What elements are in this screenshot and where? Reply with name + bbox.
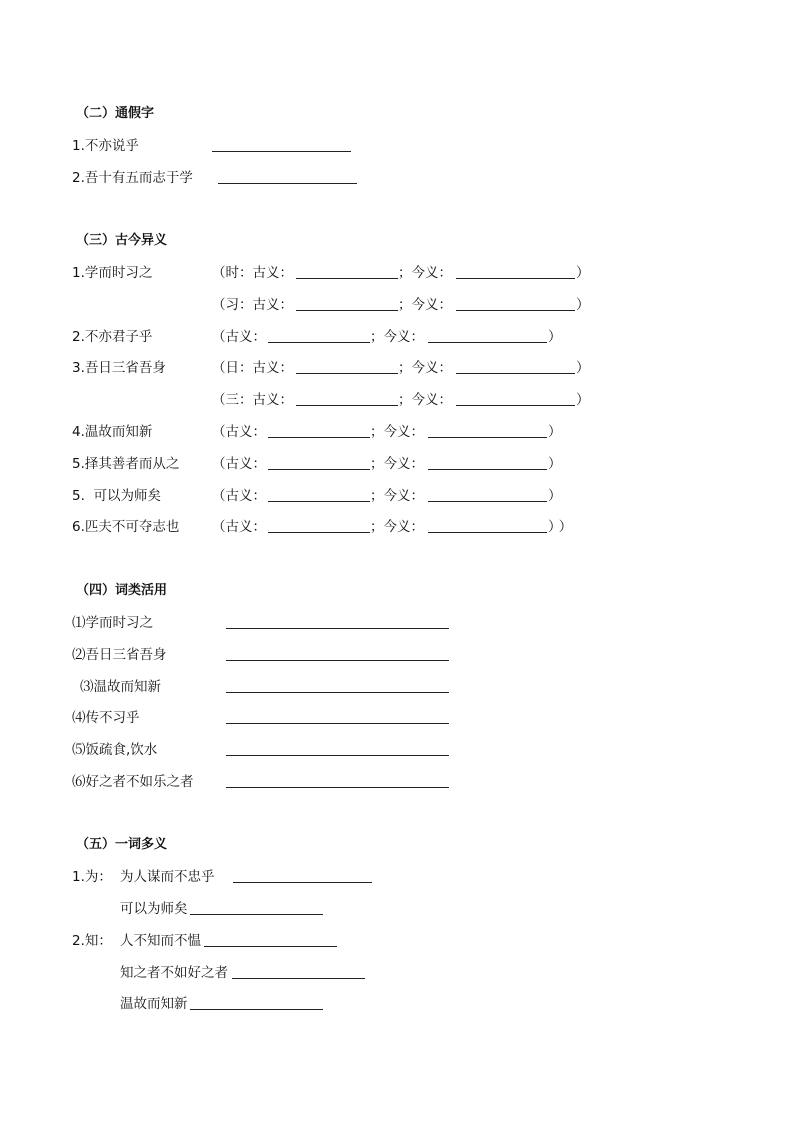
- modern-label: ；今义：: [398, 265, 452, 281]
- wei-label: 1.为：: [72, 869, 112, 885]
- cilei-item-3: ⑶温故而知新: [80, 679, 161, 695]
- gloss-label: （古义：: [212, 424, 266, 440]
- ancient-meaning-blank[interactable]: [268, 532, 370, 533]
- answer-blank[interactable]: [226, 755, 449, 756]
- close-paren: ）: [548, 456, 562, 472]
- close-paren: ）: [548, 424, 562, 440]
- answer-blank[interactable]: [226, 692, 449, 693]
- answer-blank[interactable]: [226, 628, 449, 629]
- modern-meaning-blank[interactable]: [456, 405, 575, 406]
- answer-blank[interactable]: [190, 1009, 323, 1010]
- gloss-label-shi: （时：古义：: [212, 265, 293, 281]
- wei-item-2: 可以为师矣: [120, 901, 188, 917]
- cilei-item-4: ⑷传不习乎: [72, 710, 140, 726]
- modern-meaning-blank[interactable]: [428, 437, 547, 438]
- section-title-yici: （五）一词多义: [76, 837, 168, 852]
- modern-meaning-blank[interactable]: [428, 342, 547, 343]
- modern-meaning-blank[interactable]: [456, 310, 575, 311]
- ancient-meaning-blank[interactable]: [268, 469, 370, 470]
- answer-blank[interactable]: [232, 978, 365, 979]
- gujin-item-6: 5. 可以为师矣: [72, 488, 161, 504]
- answer-blank[interactable]: [212, 151, 351, 152]
- close-paren: ））: [548, 519, 577, 535]
- gloss-label-san: （三：古义：: [212, 392, 293, 408]
- section-title-gujin: （三）古今异义: [76, 233, 168, 248]
- ancient-meaning-blank[interactable]: [296, 310, 398, 311]
- modern-label: ；今义：: [370, 329, 424, 345]
- gloss-label: （古义：: [212, 329, 266, 345]
- modern-meaning-blank[interactable]: [456, 373, 575, 374]
- modern-meaning-blank[interactable]: [428, 501, 547, 502]
- modern-meaning-blank[interactable]: [428, 532, 547, 533]
- modern-label: ；今义：: [370, 519, 424, 535]
- answer-blank[interactable]: [218, 183, 357, 184]
- section-title-tongjia: （二）通假字: [76, 106, 155, 121]
- ancient-meaning-blank[interactable]: [296, 405, 398, 406]
- ancient-meaning-blank[interactable]: [268, 501, 370, 502]
- answer-blank[interactable]: [204, 946, 337, 947]
- gloss-label: （古义：: [212, 456, 266, 472]
- gujin-item-4: 4.温故而知新: [72, 424, 153, 440]
- modern-meaning-blank[interactable]: [428, 469, 547, 470]
- wei-item-1: 为人谋而不忠乎: [120, 869, 215, 885]
- gloss-label-xi: （习：古义：: [212, 297, 293, 313]
- ancient-meaning-blank[interactable]: [268, 342, 370, 343]
- gujin-item-7: 6.匹夫不可夺志也: [72, 519, 180, 535]
- close-paren: ）: [576, 265, 590, 281]
- answer-blank[interactable]: [233, 882, 372, 883]
- modern-label: ；今义：: [370, 488, 424, 504]
- close-paren: ）: [548, 329, 562, 345]
- answer-blank[interactable]: [226, 723, 449, 724]
- zhi-item-2: 知之者不如好之者: [120, 965, 228, 981]
- tongjia-item-2: 2.吾十有五而志于学: [72, 170, 193, 186]
- zhi-item-1: 人不知而不愠: [120, 933, 201, 949]
- gujin-item-2: 2.不亦君子乎: [72, 329, 153, 345]
- close-paren: ）: [576, 297, 590, 313]
- cilei-item-2: ⑵吾日三省吾身: [72, 647, 167, 663]
- answer-blank[interactable]: [190, 914, 323, 915]
- ancient-meaning-blank[interactable]: [296, 278, 398, 279]
- gujin-item-3: 3.吾日三省吾身: [72, 360, 166, 376]
- gloss-label-ri: （日：古义：: [212, 360, 293, 376]
- zhi-label: 2.知：: [72, 933, 112, 949]
- modern-label: ；今义：: [370, 456, 424, 472]
- modern-label: ；今义：: [370, 424, 424, 440]
- answer-blank[interactable]: [226, 787, 449, 788]
- modern-label: ；今义：: [398, 360, 452, 376]
- ancient-meaning-blank[interactable]: [296, 373, 398, 374]
- answer-blank[interactable]: [226, 660, 449, 661]
- cilei-item-6: ⑹好之者不如乐之者: [72, 774, 194, 790]
- cilei-item-5: ⑸饭疏食,饮水: [72, 742, 158, 758]
- ancient-meaning-blank[interactable]: [268, 437, 370, 438]
- zhi-item-3: 温故而知新: [120, 996, 188, 1012]
- gloss-label: （古义：: [212, 488, 266, 504]
- tongjia-item-1: 1.不亦说乎: [72, 138, 139, 154]
- close-paren: ）: [576, 360, 590, 376]
- modern-meaning-blank[interactable]: [456, 278, 575, 279]
- cilei-item-1: ⑴学而时习之: [72, 615, 153, 631]
- section-title-cilei: （四）词类活用: [76, 583, 168, 598]
- gloss-label: （古义：: [212, 519, 266, 535]
- close-paren: ）: [548, 488, 562, 504]
- close-paren: ）: [576, 392, 590, 408]
- modern-label: ；今义：: [398, 297, 452, 313]
- gujin-item-1: 1.学而时习之: [72, 265, 153, 281]
- gujin-item-5: 5.择其善者而从之: [72, 456, 180, 472]
- modern-label: ；今义：: [398, 392, 452, 408]
